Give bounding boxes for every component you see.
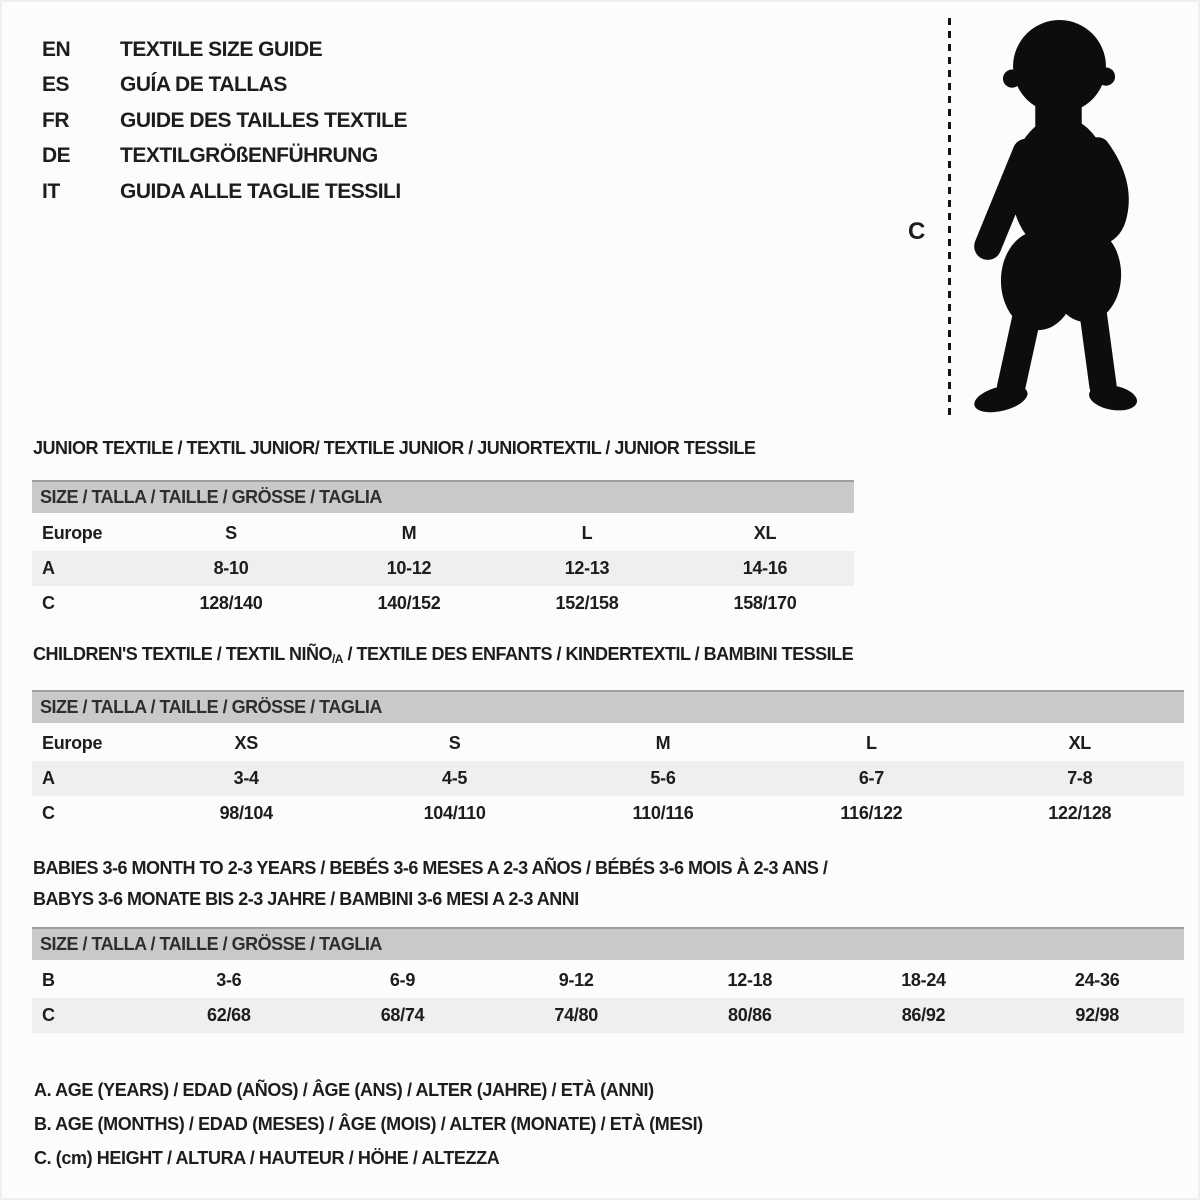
value-cell: 98/104 bbox=[219, 803, 273, 823]
row-label: C bbox=[42, 1005, 55, 1025]
language-code: DE bbox=[42, 144, 71, 168]
size-header-label: SIZE / TALLA / TAILLE / GRÖSSE / TAGLIA bbox=[40, 487, 382, 507]
size-cell: XL bbox=[1068, 733, 1091, 753]
size-table-header bbox=[32, 480, 854, 513]
size-header-label: SIZE / TALLA / TAILLE / GRÖSSE / TAGLIA bbox=[40, 697, 382, 717]
value-cell: 122/128 bbox=[1048, 803, 1112, 823]
value-cell: 92/98 bbox=[1075, 1005, 1119, 1025]
language-row-es bbox=[42, 68, 407, 104]
value-cell: 128/140 bbox=[199, 593, 263, 613]
value-cell: 104/110 bbox=[423, 803, 486, 823]
height-measure-dashed-line bbox=[948, 18, 951, 420]
height-measure-c-label: C bbox=[908, 218, 925, 245]
row-label: A bbox=[42, 768, 55, 788]
children-title-post: / TEXTILE DES ENFANTS / KINDERTEXTIL / BAMBINI TESSILE bbox=[342, 644, 854, 664]
babies-age-row bbox=[32, 963, 1184, 998]
value-cell: 7-8 bbox=[1067, 768, 1093, 788]
children-title-sub: /A bbox=[331, 652, 343, 666]
size-header-label: SIZE / TALLA / TAILLE / GRÖSSE / TAGLIA bbox=[40, 934, 382, 954]
children-section-title bbox=[33, 644, 853, 665]
junior-section-title: JUNIOR TEXTILE / TEXTIL JUNIOR/ TEXTILE JUNIOR / JUNIORTEXTIL / JUNIOR TESSILE bbox=[33, 438, 756, 458]
language-row-de bbox=[42, 139, 407, 175]
language-title: TEXTILGRÖßENFÜHRUNG bbox=[120, 144, 378, 168]
region-label: Europe bbox=[42, 733, 103, 753]
babies-title-line1: BABIES 3-6 MONTH TO 2-3 YEARS / BEBÉS 3-6 MESES A 2-3 AÑOS / BÉBÉS 3-6 MOIS À 2-3 ANS / bbox=[33, 858, 828, 878]
size-cell: L bbox=[581, 523, 593, 543]
children-sizes-row bbox=[32, 726, 1184, 761]
value-cell: 140/152 bbox=[377, 593, 441, 613]
value-cell: 116/122 bbox=[840, 803, 903, 823]
value-cell: 86/92 bbox=[901, 1005, 946, 1025]
region-label: Europe bbox=[42, 523, 103, 543]
junior-size-table bbox=[32, 480, 854, 621]
junior-age-row bbox=[32, 551, 854, 586]
value-cell: 24-36 bbox=[1074, 970, 1120, 990]
language-row-fr bbox=[42, 103, 407, 139]
language-code: EN bbox=[42, 37, 71, 61]
language-title: GUIDE DES TAILLES TEXTILE bbox=[120, 108, 407, 132]
value-cell: 74/80 bbox=[554, 1005, 598, 1025]
language-title: GUIDA ALLE TAGLIE TESSILI bbox=[120, 179, 401, 203]
language-row-en bbox=[42, 32, 407, 68]
babies-size-table bbox=[32, 927, 1184, 1033]
value-cell: 110/116 bbox=[632, 803, 694, 823]
value-cell: 152/158 bbox=[555, 593, 619, 613]
language-code: ES bbox=[42, 73, 70, 97]
babies-height-row bbox=[32, 998, 1184, 1033]
value-cell: 9-12 bbox=[558, 970, 594, 990]
value-cell: 6-9 bbox=[389, 970, 416, 990]
value-cell: 5-6 bbox=[650, 768, 676, 788]
language-code: IT bbox=[42, 179, 60, 203]
language-row-it bbox=[42, 174, 407, 210]
value-cell: 6-7 bbox=[858, 768, 884, 788]
value-cell: 14-16 bbox=[742, 558, 788, 578]
size-cell: XS bbox=[234, 733, 258, 753]
row-label: C bbox=[42, 593, 55, 613]
language-code: FR bbox=[42, 108, 69, 132]
value-cell: 80/86 bbox=[728, 1005, 772, 1025]
children-height-row bbox=[32, 796, 1184, 831]
value-cell: 10-12 bbox=[386, 558, 432, 578]
language-title-list bbox=[42, 32, 407, 210]
value-cell: 3-6 bbox=[216, 970, 242, 990]
measurement-legend bbox=[34, 1073, 703, 1175]
legend-line-a: A. AGE (YEARS) / EDAD (AÑOS) / ÂGE (ANS) / ALTER (JAHRE) / ETÀ (ANNI) bbox=[34, 1080, 654, 1100]
size-cell: M bbox=[655, 733, 671, 753]
value-cell: 62/68 bbox=[207, 1005, 251, 1025]
value-cell: 158/170 bbox=[733, 593, 797, 613]
babies-section-title bbox=[33, 853, 827, 915]
legend-line-c: C. (cm) HEIGHT / ALTURA / HAUTEUR / HÖHE / ALTEZZA bbox=[34, 1148, 500, 1168]
size-cell: XL bbox=[753, 523, 777, 543]
value-cell: 8-10 bbox=[213, 558, 249, 578]
value-cell: 4-5 bbox=[442, 768, 468, 788]
language-title: TEXTILE SIZE GUIDE bbox=[120, 37, 323, 61]
junior-height-row bbox=[32, 586, 854, 621]
size-cell: L bbox=[866, 733, 877, 753]
row-label: A bbox=[42, 558, 55, 578]
value-cell: 3-4 bbox=[233, 768, 259, 788]
value-cell: 12-18 bbox=[727, 970, 773, 990]
value-cell: 68/74 bbox=[380, 1005, 425, 1025]
babies-title-line2: BABYS 3-6 MONATE BIS 2-3 JAHRE / BAMBINI 3-6 MESI A 2-3 ANNI bbox=[33, 889, 579, 909]
size-table-header bbox=[32, 690, 1184, 723]
junior-sizes-row bbox=[32, 516, 854, 551]
children-age-row bbox=[32, 761, 1184, 796]
children-title-pre: CHILDREN'S TEXTILE / TEXTIL NIÑO bbox=[33, 644, 332, 664]
size-table-header bbox=[32, 927, 1184, 960]
value-cell: 18-24 bbox=[901, 970, 946, 990]
legend-line-b: B. AGE (MONTHS) / EDAD (MESES) / ÂGE (MOIS) / ALTER (MONATE) / ETÀ (MESI) bbox=[34, 1114, 703, 1134]
children-size-table bbox=[32, 690, 1184, 831]
size-cell: M bbox=[401, 523, 417, 543]
size-cell: S bbox=[225, 523, 237, 543]
row-label: C bbox=[42, 803, 55, 823]
toddler-silhouette-icon bbox=[970, 16, 1148, 420]
size-cell: S bbox=[448, 733, 461, 753]
language-title: GUÍA DE TALLAS bbox=[120, 73, 287, 97]
row-label: B bbox=[42, 970, 55, 990]
value-cell: 12-13 bbox=[564, 558, 610, 578]
